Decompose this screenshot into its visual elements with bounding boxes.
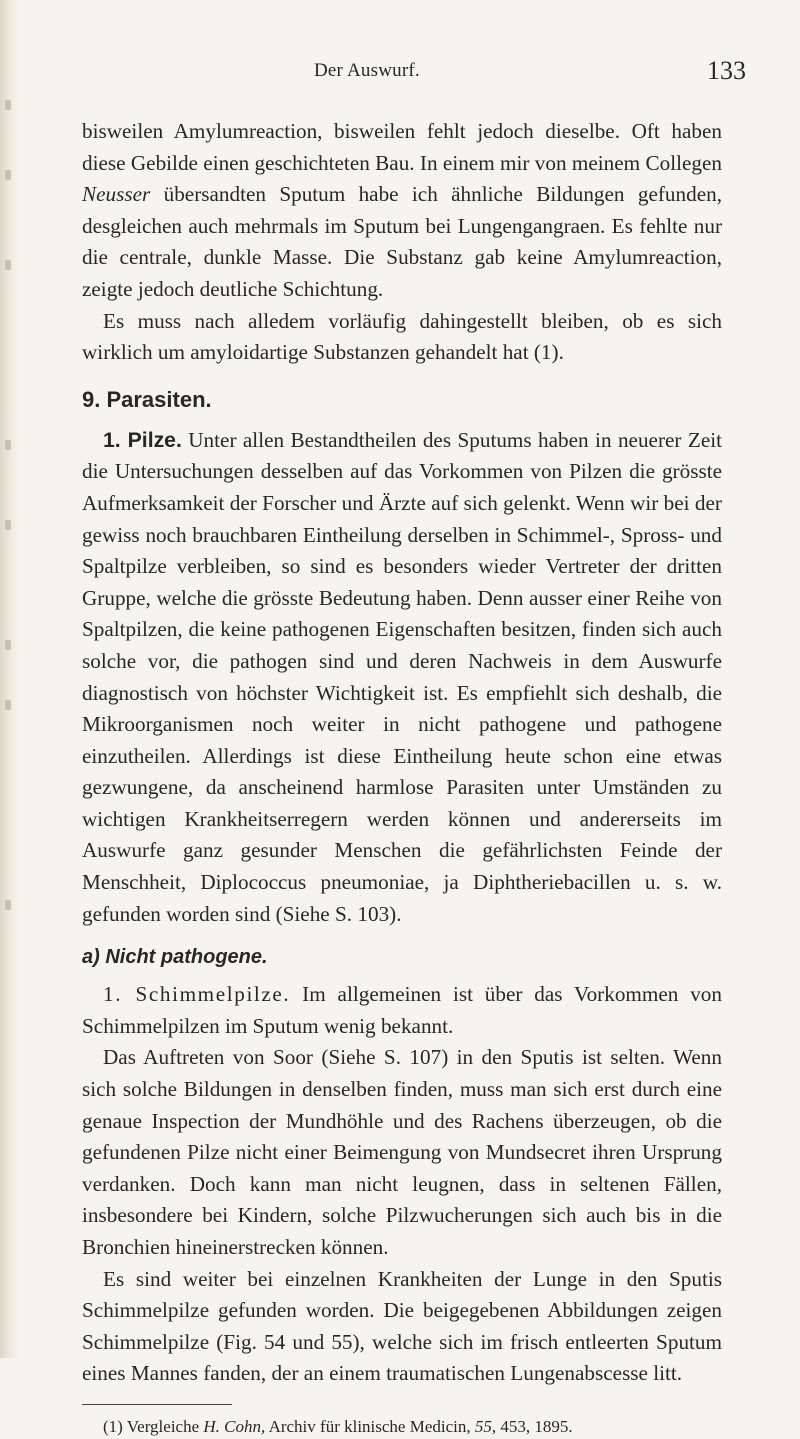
edge-mark xyxy=(5,170,11,180)
page-body xyxy=(82,116,722,1439)
author-name: Neusser xyxy=(82,182,151,207)
subsection-heading: 1. Pilze. xyxy=(103,428,182,452)
page-edge-shadow xyxy=(0,0,20,1358)
footnote-volume: 55, xyxy=(474,1416,497,1436)
paragraph-lungen: Es sind weiter bei einzelnen Krankheiten der Lunge in den Sputis Schimmelpilze gefunden worden. Die beigegebenen Abbildungen zeigen Schimmelpilze (Fig. 54 und 55), welche sich im frisch entleerten Sputum eines Mannes fanden, der an einem traumatischen Lungenabscesse litt. xyxy=(82,1266,722,1386)
paragraph-schimmelpilze: 1. Schimmelpilze. Im allgemeinen ist über das Vorkommen von Schimmelpilzen im Sputum wenig bekannt. xyxy=(82,982,722,1038)
footnote-author: H. Cohn, xyxy=(203,1416,266,1436)
footnote: (1) Vergleiche H. Cohn, Archiv für klinische Medicin, 55, 453, 1895. xyxy=(103,1416,573,1436)
edge-mark xyxy=(5,700,11,710)
paragraph-amylum: bisweilen Amylumreaction, bisweilen fehlt jedoch dieselbe. Oft haben diese Gebilde einen geschichteten Bau. In einem mir von meinem Collegen Neusser übersandten Sputum habe ich ähnliche Bildungen gefunden, desgleichen auch mehrmals im Sputum bei Lungengangraen. Es fehlte nur die centrale, dunkle Masse. Die Substanz gab keine Amylumreaction, zeigte jedoch deutliche Schichtung. xyxy=(82,119,722,301)
edge-mark xyxy=(5,100,11,110)
edge-mark xyxy=(5,440,11,450)
paragraph-conclusion: Es muss nach alledem vorläufig dahingestellt bleiben, ob es sich wirklich um amyloidartige Substanzen gehandelt hat (1). xyxy=(82,308,722,365)
edge-mark xyxy=(5,640,11,650)
category-heading: a) Nicht pathogene. xyxy=(82,946,268,969)
running-head: Der Auswurf. xyxy=(314,60,420,81)
footnote-rule xyxy=(82,1404,232,1405)
edge-mark xyxy=(5,260,11,270)
page-header xyxy=(0,48,800,88)
subsection-heading: 1. Schimmelpilze. xyxy=(103,982,291,1007)
paragraph-soor: Das Auftreten von Soor (Siehe S. 107) in den Sputis ist selten. Wenn sich solche Bildungen in denselben finden, muss man sich erst durch eine genaue Inspection der Mundhöhle und des Rachens überzeugen, ob die gefundenen Pilze nicht einer Beimengung von Mundsecret ihren Ursprung verdanken. Doch kann man nicht leugnen, dass in seltenen Fällen, insbesondere bei Kindern, solche Pilzwucherungen sich auch bis in die Bronchien hineinerstrecken können. xyxy=(82,1045,722,1259)
paragraph-pilze: 1. Pilze. Unter allen Bestandtheilen des Sputums haben in neuerer Zeit die Untersuchungen desselben auf das Vorkommen von Pilzen die grösste Aufmerksamkeit der Forscher und Ärzte auf sich gelenkt. Wenn wir bei der gewiss noch brauchbaren Eintheilung derselben in Schimmel-, Spross- und Spaltpilze verbleiben, so sind es besonders wieder Vertreter der dritten Gruppe, welche die grösste Bedeutung haben. Denn ausser einer Reihe von Spaltpilzen, die keine pathogenen Eigenschaften besitzen, finden sich auch solche vor, die pathogen sind und deren Nachweis in dem Auswurfe diagnostisch von höchster Wichtigkeit ist. Es empfiehlt sich deshalb, die Mikroorganismen noch weiter in nicht pathogene und pathogene einzutheilen. Allerdings ist diese Eintheilung heute schon eine etwas gezwungene, da anscheinend harmlose Parasiten unter Umständen zu wichtigen Krankheitserregern werden können und andererseits im Auswurfe ganz gesunder Menschen die gefährlichsten Feinde der Menschheit, Diplococcus pneumoniae, ja Diphtheriebacillen u. s. w. gefunden worden sind (Siehe S. 103). xyxy=(82,427,722,926)
edge-mark xyxy=(5,900,11,910)
edge-mark xyxy=(5,520,11,530)
section-heading: 9. Parasiten. xyxy=(82,386,212,412)
page-number: 133 xyxy=(707,56,746,85)
